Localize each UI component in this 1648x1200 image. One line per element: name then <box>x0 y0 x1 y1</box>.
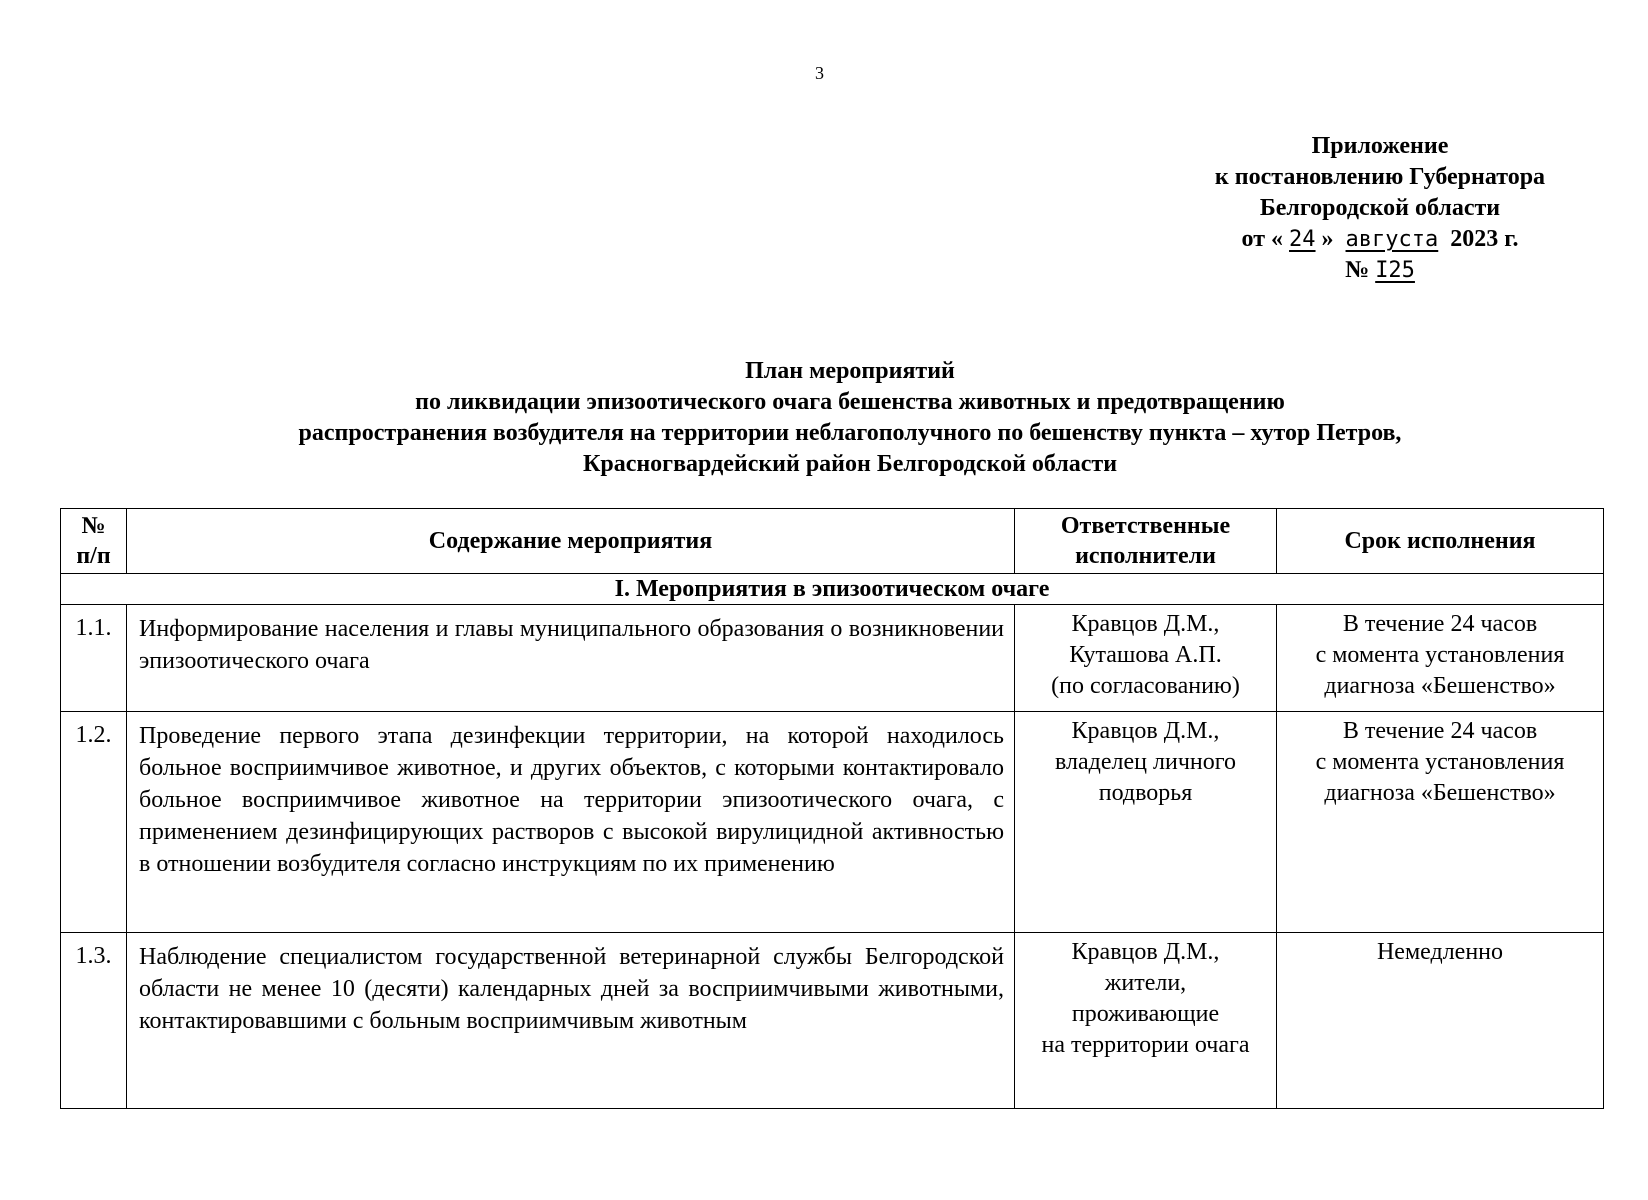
plan-title <box>60 356 1640 480</box>
row-num: 1.2. <box>61 712 127 933</box>
header-num <box>61 509 127 574</box>
responsible-line: Кравцов Д.М., <box>1071 611 1220 637</box>
responsible-line: на территории очага <box>1041 1032 1250 1058</box>
deadline-line: Немедленно <box>1376 939 1504 965</box>
row-content: Наблюдение специалистом государственной ветеринарной службы Белгородской области не менее 10 (десяти) календарных дней за восприимчивыми животными, контактировавшими с больным восприимчивым животным <box>127 933 1015 1109</box>
responsible-line: подворья <box>1098 780 1193 806</box>
approval-number <box>1175 255 1585 286</box>
plan-title-line-3: распространения возбудителя на территории неблагополучного по бешенству пункта – хутор Петров, <box>298 420 1402 446</box>
section-row <box>61 574 1604 605</box>
plan-title-line-4: Красногвардейский район Белгородской области <box>582 451 1118 477</box>
table-row <box>61 605 1604 712</box>
row-deadline <box>1277 605 1604 712</box>
responsible-line: (по согласованию) <box>1051 673 1240 699</box>
header-responsible <box>1015 509 1277 574</box>
table-header-row <box>61 509 1604 574</box>
approval-region: Белгородской области <box>1259 195 1501 221</box>
deadline-line: В течение 24 часов <box>1342 718 1538 744</box>
row-responsible <box>1015 933 1277 1109</box>
responsible-line: проживающие <box>1071 1001 1220 1027</box>
row-content: Информирование населения и главы муниципального образования о возникновении эпизоотического очага <box>127 605 1015 712</box>
responsible-line: жители, <box>1104 970 1187 996</box>
row-num: 1.1. <box>61 605 127 712</box>
date-prefix: от « <box>1241 226 1284 252</box>
row-responsible <box>1015 605 1277 712</box>
deadline-line: В течение 24 часов <box>1342 611 1538 637</box>
deadline-line: с момента установления <box>1315 749 1565 775</box>
header-content: Содержание мероприятия <box>127 509 1015 574</box>
approval-block <box>1175 131 1585 286</box>
deadline-line: диагноза «Бешенство» <box>1324 673 1556 699</box>
deadline-line: диагноза «Бешенство» <box>1324 780 1556 806</box>
header-deadline: Срок исполнения <box>1277 509 1604 574</box>
plan-table <box>60 508 1604 1109</box>
header-num-line-2: п/п <box>76 543 111 569</box>
responsible-line: владелец личного <box>1055 749 1236 775</box>
responsible-line: Кравцов Д.М., <box>1071 718 1220 744</box>
date-mid: » <box>1321 226 1334 252</box>
table-row <box>61 933 1604 1109</box>
number-prefix: № <box>1345 257 1370 283</box>
row-content: Проведение первого этапа дезинфекции территории, на которой находилось больное восприимчивое животное, и других объектов, с которыми контактировало больное восприимчивое животное на территории эпизоотического очага, с применением дезинфицирующих растворов с высокой вирулицидной активностью в отношении возбудителя согласно инструкциям по их применению <box>127 712 1015 933</box>
header-responsible-line-2: исполнители <box>1075 543 1216 569</box>
deadline-line: с момента установления <box>1315 642 1565 668</box>
responsible-line: Куташова А.П. <box>1069 642 1222 668</box>
approval-title: Приложение <box>1311 133 1449 159</box>
page-number: 3 <box>815 63 824 83</box>
header-num-line-1: № <box>81 513 106 539</box>
date-year: 2023 г. <box>1450 226 1519 252</box>
section-title: I. Мероприятия в эпизоотическом очаге <box>61 574 1604 605</box>
header-responsible-line-1: Ответственные <box>1060 513 1231 539</box>
row-num: 1.3. <box>61 933 127 1109</box>
table-row <box>61 712 1604 933</box>
responsible-line: Кравцов Д.М., <box>1071 939 1220 965</box>
date-day: 24 <box>1289 227 1316 252</box>
row-deadline <box>1277 712 1604 933</box>
number-value: I25 <box>1375 258 1415 283</box>
row-deadline <box>1277 933 1604 1109</box>
row-responsible <box>1015 712 1277 933</box>
plan-title-line-2: по ликвидации эпизоотического очага бешенства животных и предотвращению <box>415 389 1285 415</box>
date-month: августа <box>1345 227 1439 252</box>
plan-title-line-1: План мероприятий <box>745 358 955 384</box>
approval-date <box>1175 224 1585 255</box>
approval-resolution: к постановлению Губернатора <box>1214 164 1546 190</box>
